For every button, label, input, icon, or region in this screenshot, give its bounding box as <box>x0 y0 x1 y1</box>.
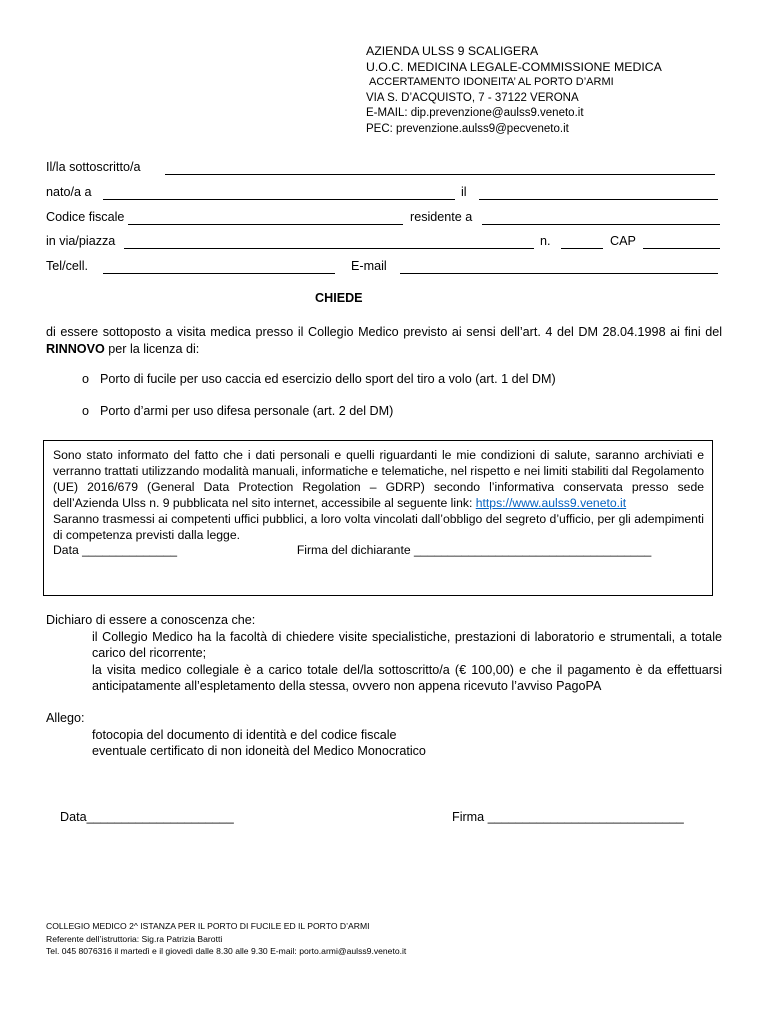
request-intro-tail: per la licenza di: <box>108 342 200 356</box>
privacy-data-field[interactable]: ______________ <box>82 543 178 558</box>
department-name: U.O.C. MEDICINA LEGALE-COMMISSIONE MEDICA <box>366 59 662 74</box>
footer-referent: Referente dell’istruttoria: Sig.ra Patrizia Barotti <box>46 933 223 944</box>
declaration-intro: Dichiaro di essere a conoscenza che: <box>46 613 256 627</box>
checkbox-icon[interactable]: o <box>82 372 90 386</box>
cap-field[interactable] <box>643 248 720 249</box>
number-field[interactable] <box>561 248 603 249</box>
declaration-item: la visita medico collegiale è a carico totale del/la sottoscritto/a (€ 100,00) e che il pagamento è da effettuarsi anticipatamente all’espletamento della stessa, ovvero non appena ricevuto l’avviso PagoPA <box>92 662 722 694</box>
declaration-list <box>92 629 722 695</box>
email-field[interactable] <box>400 273 718 274</box>
via-label: in via/piazza <box>46 234 116 248</box>
codice-fiscale-field[interactable] <box>128 224 403 225</box>
pec-contact: PEC: prevenzione.aulss9@pecveneto.it <box>366 122 569 135</box>
attachment-item: fotocopia del documento di identità e del codice fiscale <box>92 728 397 742</box>
tel-label: Tel/cell. <box>46 259 88 273</box>
rinnovo-label: RINNOVO <box>46 342 105 356</box>
tel-field[interactable] <box>103 273 335 274</box>
privacy-statement: Sono stato informato del fatto che i dati personali e quelli riguardanti le mie condizioni di salute, saranno archiviati e verranno trattati utilizzando modalità manuali, informatiche e telematiche, nel rispetto e nei limiti stabiliti dal Regolamento (UE) 2016/679 (General Data Protection Regolation – GDRP) secondo l’informativa conservata presso sede dell’Azienda Ulss n. 9 pubblicata nel sito internet, accessibile al seguente link: <box>53 448 705 510</box>
sottoscritto-label: Il/la sottoscritto/a <box>46 160 141 174</box>
signature-firma <box>452 810 684 824</box>
letterhead <box>366 44 662 138</box>
number-label: n. <box>540 234 551 248</box>
cap-label: CAP <box>610 234 636 248</box>
option-fucile[interactable] <box>82 372 556 386</box>
privacy-transmission: Saranno trasmessi ai competenti uffici pubblici, a loro volta vincolati dall’obbligo del segreto d’ufficio, per gli adempimenti di competenza previsti dalla legge. <box>53 511 704 542</box>
street-field[interactable] <box>124 248 534 249</box>
aulss9-link[interactable]: https://www.aulss9.veneto.it <box>475 495 627 510</box>
office-name: ACCERTAMENTO IDONEITA’ AL PORTO D’ARMI <box>369 76 614 89</box>
option-difesa-label: Porto d’armi per uso difesa personale (art. 2 del DM) <box>100 404 394 418</box>
signature-data-field[interactable]: _____________________ <box>86 810 234 824</box>
request-intro <box>46 324 722 358</box>
option-fucile-label: Porto di fucile per uso caccia ed esercizio dello sport del tiro a volo (art. 1 del DM) <box>100 372 556 386</box>
signature-data <box>60 810 234 824</box>
il-label: il <box>461 185 467 199</box>
sottoscritto-field[interactable] <box>165 174 715 175</box>
privacy-firma-field[interactable]: ___________________________________ <box>414 543 652 558</box>
declaration-item: il Collegio Medico ha la facoltà di chiedere visite specialistiche, prestazioni di laboratorio e strumentali, a totale carico del ricorrente; <box>92 630 722 661</box>
codice-fiscale-label: Codice fiscale <box>46 210 125 224</box>
residente-label: residente a <box>410 210 473 224</box>
footer <box>46 920 406 958</box>
attachments-list <box>92 727 426 760</box>
email-contact: E-MAIL: dip.prevenzione@aulss9.veneto.it <box>366 107 584 120</box>
signature-data-label: Data <box>60 810 87 824</box>
agency-name: AZIENDA ULSS 9 SCALIGERA <box>366 44 539 58</box>
privacy-firma-label: Firma del dichiarante <box>296 543 411 558</box>
checkbox-icon[interactable]: o <box>82 404 90 418</box>
birthplace-field[interactable] <box>103 199 455 200</box>
signature-firma-label: Firma <box>452 810 485 824</box>
privacy-text <box>53 448 704 559</box>
request-heading: CHIEDE <box>315 291 363 305</box>
residence-field[interactable] <box>482 224 720 225</box>
attachment-item: eventuale certificato di non idoneità del Medico Monocratico <box>92 744 426 759</box>
signature-firma-field[interactable]: ____________________________ <box>487 810 684 824</box>
attachments-label: Allego: <box>46 711 85 725</box>
nato-label: nato/a a <box>46 185 92 199</box>
privacy-data-label: Data <box>53 543 79 558</box>
request-intro-text: di essere sottoposto a visita medica presso il Collegio Medico previsto ai sensi dell’art. 4 del DM 28.04.1998 ai fini del <box>46 325 722 339</box>
email-label: E-mail <box>351 259 387 273</box>
footer-title: COLLEGIO MEDICO 2^ ISTANZA PER IL PORTO DI FUCILE ED IL PORTO D’ARMI <box>46 921 370 931</box>
birthdate-field[interactable] <box>479 199 718 200</box>
address: VIA S. D’ACQUISTO, 7 - 37122 VERONA <box>366 91 579 104</box>
footer-contact: Tel. 045 8076316 il martedì e il giovedì dalle 8.30 alle 9.30 E-mail: porto.armi@aulss9.veneto.it <box>46 946 407 957</box>
option-difesa[interactable] <box>82 404 393 418</box>
